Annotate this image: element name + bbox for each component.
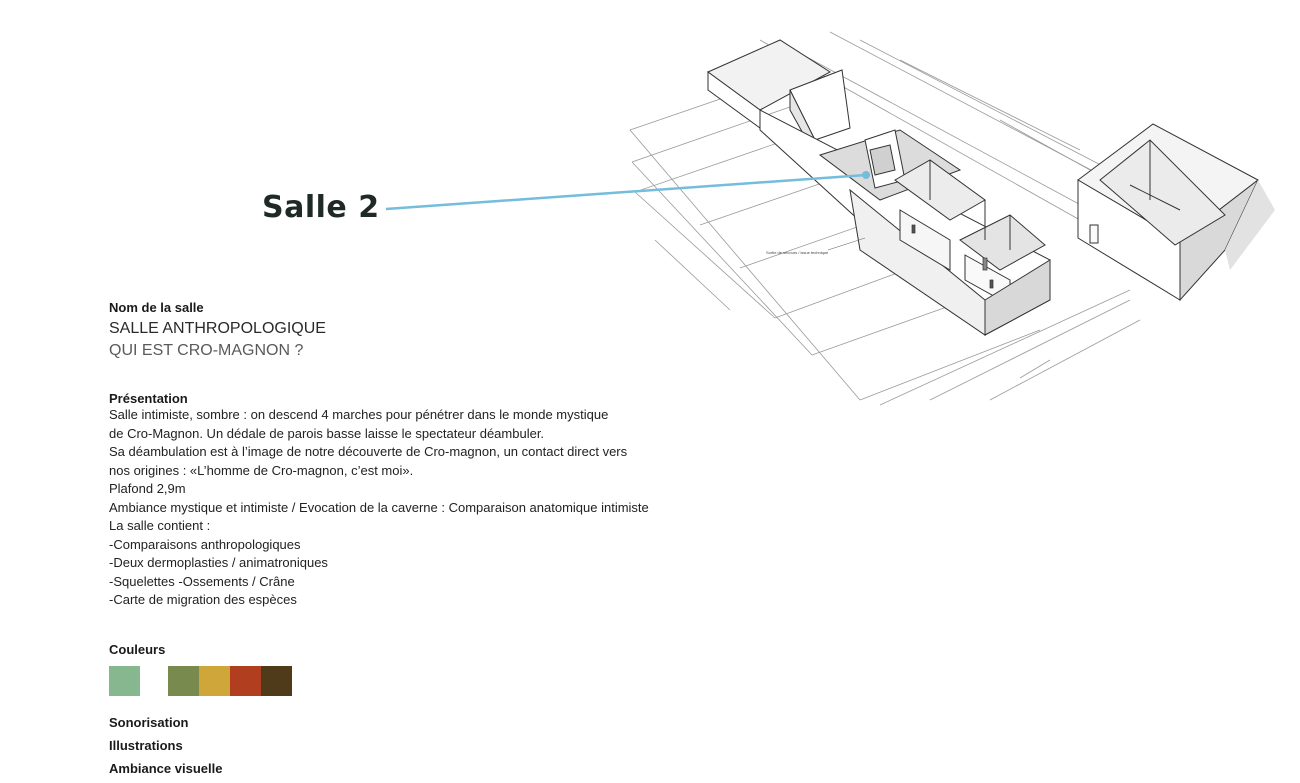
color-swatch — [109, 666, 140, 696]
section-link-illustrations[interactable]: Illustrations — [109, 738, 183, 753]
color-swatch — [261, 666, 292, 696]
presentation-text — [109, 406, 649, 610]
presentation-line: La salle contient : — [109, 518, 211, 533]
page-title: Salle 2 — [262, 190, 380, 225]
color-swatch — [199, 666, 230, 696]
color-palette — [109, 666, 309, 696]
room-name-label: Nom de la salle — [109, 300, 204, 315]
colors-label: Couleurs — [109, 642, 166, 657]
room-name-section — [109, 300, 326, 362]
presentation-line: -Deux dermoplasties / animatroniques — [109, 555, 328, 570]
presentation-line: Ambiance mystique et intimiste / Evocation de la caverne : Comparaison anatomique intimiste — [109, 499, 649, 515]
plan-note: Sortie de secours / issue technique — [766, 250, 829, 255]
colors-section — [109, 642, 165, 657]
presentation-line: de Cro-Magnon. Un dédale de parois basse laisse le spectateur déambuler. — [109, 425, 545, 441]
room-subtitle: QUI EST CRO-MAGNON ? — [109, 342, 304, 359]
section-link-ambiance-visuelle[interactable]: Ambiance visuelle — [109, 761, 223, 776]
presentation-line: -Comparaisons anthropologiques — [109, 536, 301, 552]
presentation-line: -Squelettes -Ossements / Crâne — [109, 573, 295, 589]
room-name: SALLE ANTHROPOLOGIQUE — [109, 320, 326, 337]
callout-dot — [862, 171, 870, 179]
presentation-section — [109, 391, 649, 610]
presentation-label: Présentation — [109, 391, 188, 406]
callout-line — [386, 175, 866, 209]
presentation-line: Salle intimiste, sombre : on descend 4 marches pour pénétrer dans le monde mystique — [109, 407, 609, 422]
section-links — [109, 711, 222, 780]
presentation-line: Sa déambulation est à l’image de notre découverte de Cro-magnon, un contact direct vers — [109, 444, 628, 459]
presentation-line: nos origines : «L’homme de Cro-magnon, c’est moi». — [109, 462, 414, 478]
presentation-line: -Carte de migration des espèces — [109, 592, 297, 607]
color-swatch — [230, 666, 261, 696]
presentation-line: Plafond 2,9m — [109, 481, 186, 496]
color-swatch — [168, 666, 199, 696]
section-link-sonorisation[interactable]: Sonorisation — [109, 715, 189, 730]
